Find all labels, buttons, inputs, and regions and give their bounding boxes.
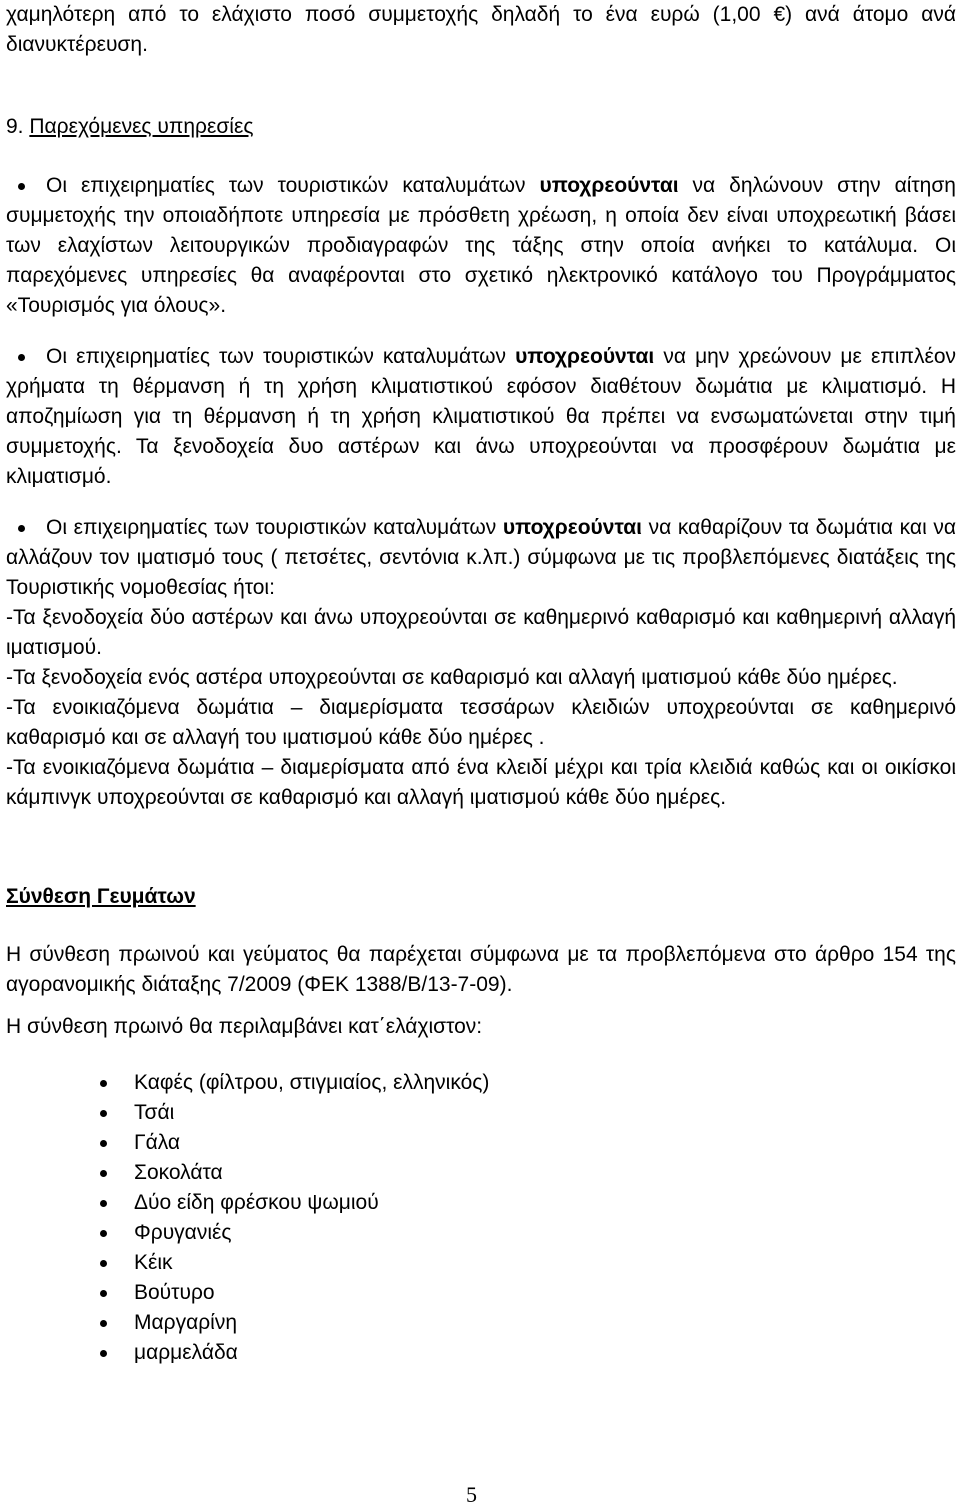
service-bullet-2	[6, 342, 956, 492]
meals-heading: Σύνθεση Γευμάτων	[6, 885, 196, 908]
section-title: Παρεχόμενες υπηρεσίες	[29, 115, 254, 138]
list-item: Τσάι	[6, 1098, 489, 1128]
bullet-dot-icon	[100, 1230, 107, 1237]
bullet-text: Οι επιχειρηματίες των τουριστικών καταλυμάτων υποχρεούνται να μην χρεώνουν με επιπλέον χρήματα τη θέρμανση ή τη χρήση κλιματιστικού εφόσον διαθέτουν δωμάτια με κλιματισμό. Η αποζημίωση για τη θέρμανση ή τη χρήση κλιματιστικού θα πρέπει να ενσωματώνεται στην τιμή συμμετοχής. Τα ξενοδοχεία δυο αστέρων και άνω υποχρεούνται να προσφέρουν δωμάτια με κλιματισμό.	[6, 345, 956, 488]
bullet-dot-icon	[18, 525, 25, 532]
bullet-text: Οι επιχειρηματίες των τουριστικών καταλυμάτων υποχρεούνται να δηλώνουν στην αίτηση συμμετοχής την οποιαδήποτε υπηρεσία με πρόσθετη χρέωση, η οποία δεν είναι υποχρεωτική βάσει των ελαχίστων λειτουργικών προδιαγραφών της τάξης στην οποία ανήκει το κατάλυμα. Οι παρεχόμενες υπηρεσίες θα αναφέρονται στο σχετικό ηλεκτρονικό κατάλογο του Προγράμματος «Τουρισμός για όλους».	[6, 174, 956, 317]
service-bullet-1	[6, 171, 956, 321]
list-item: Βούτυρο	[6, 1278, 489, 1308]
cleaning-rule-2: -Τα ξενοδοχεία ενός αστέρα υποχρεούνται σε καθαρισμό και αλλαγή ιματισμού κάθε δύο ημέρες.	[6, 666, 898, 689]
meals-paragraph-2: Η σύνθεση πρωινό θα περιλαμβάνει κατ΄ελάχιστον:	[6, 1015, 483, 1038]
intro-paragraph: χαμηλότερη από το ελάχιστο ποσό συμμετοχής δηλαδή το ένα ευρώ (1,00 €) ανά άτομο ανά διανυκτέρευση.	[6, 3, 956, 56]
bullet-dot-icon	[100, 1080, 107, 1087]
page-number: 5	[466, 1482, 477, 1507]
bullet-dot-icon	[100, 1200, 107, 1207]
bullet-dot-icon	[100, 1260, 107, 1267]
section-9-heading	[6, 112, 253, 142]
cleaning-rule-3: -Τα ενοικιαζόμενα δωμάτια – διαμερίσματα τεσσάρων κλειδιών υποχρεούνται σε καθημερινό καθαρισμό και σε αλλαγή του ιματισμού κάθε δύο ημέρες .	[6, 696, 956, 749]
bullet-dot-icon	[100, 1110, 107, 1117]
bullet-dot-icon	[100, 1170, 107, 1177]
cleaning-rule-4: -Τα ενοικιαζόμενα δωμάτια – διαμερίσματα από ένα κλειδί μέχρι και τρία κλειδιά καθώς και οι οικίσκοι κάμπινγκ υποχρεούνται σε καθαρισμό και αλλαγή ιματισμού κάθε δύο ημέρες.	[6, 756, 956, 809]
bullet-dot-icon	[100, 1140, 107, 1147]
list-item: Σοκολάτα	[6, 1158, 489, 1188]
bullet-dot-icon	[18, 354, 25, 361]
list-item: Μαργαρίνη	[6, 1308, 489, 1338]
bullet-dot-icon	[18, 183, 25, 190]
list-item: Φρυγανιές	[6, 1218, 489, 1248]
meals-paragraph-1: Η σύνθεση πρωινού και γεύματος θα παρέχεται σύμφωνα με τα προβλεπόμενα στο άρθρο 154 της αγορανομικής διάταξης 7/2009 (ΦΕΚ 1388/Β/13-7-09).	[6, 943, 956, 996]
bullet-dot-icon	[100, 1320, 107, 1327]
cleaning-rule-1: -Τα ξενοδοχεία δύο αστέρων και άνω υποχρεούνται σε καθημερινό καθαρισμό και καθημερινή αλλαγή ιματισμού.	[6, 606, 956, 659]
bullet-text: Οι επιχειρηματίες των τουριστικών καταλυμάτων υποχρεούνται να καθαρίζουν τα δωμάτια και να αλλάζουν τον ιματισμό τους ( πετσέτες, σεντόνια κ.λπ.) σύμφωνα με τις προβλεπόμενες διατάξεις της Τουριστικής νομοθεσίας ήτοι:	[6, 516, 956, 599]
bullet-dot-icon	[100, 1290, 107, 1297]
service-bullet-3	[6, 513, 956, 813]
list-item: Γάλα	[6, 1128, 489, 1158]
list-item: Κέικ	[6, 1248, 489, 1278]
breakfast-list	[6, 1068, 489, 1368]
list-item: μαρμελάδα	[6, 1338, 489, 1368]
list-item: Δύο είδη φρέσκου ψωμιού	[6, 1188, 489, 1218]
section-number: 9.	[6, 115, 24, 138]
bullet-dot-icon	[100, 1350, 107, 1357]
list-item: Καφές (φίλτρου, στιγμιαίος, ελληνικός)	[6, 1068, 489, 1098]
